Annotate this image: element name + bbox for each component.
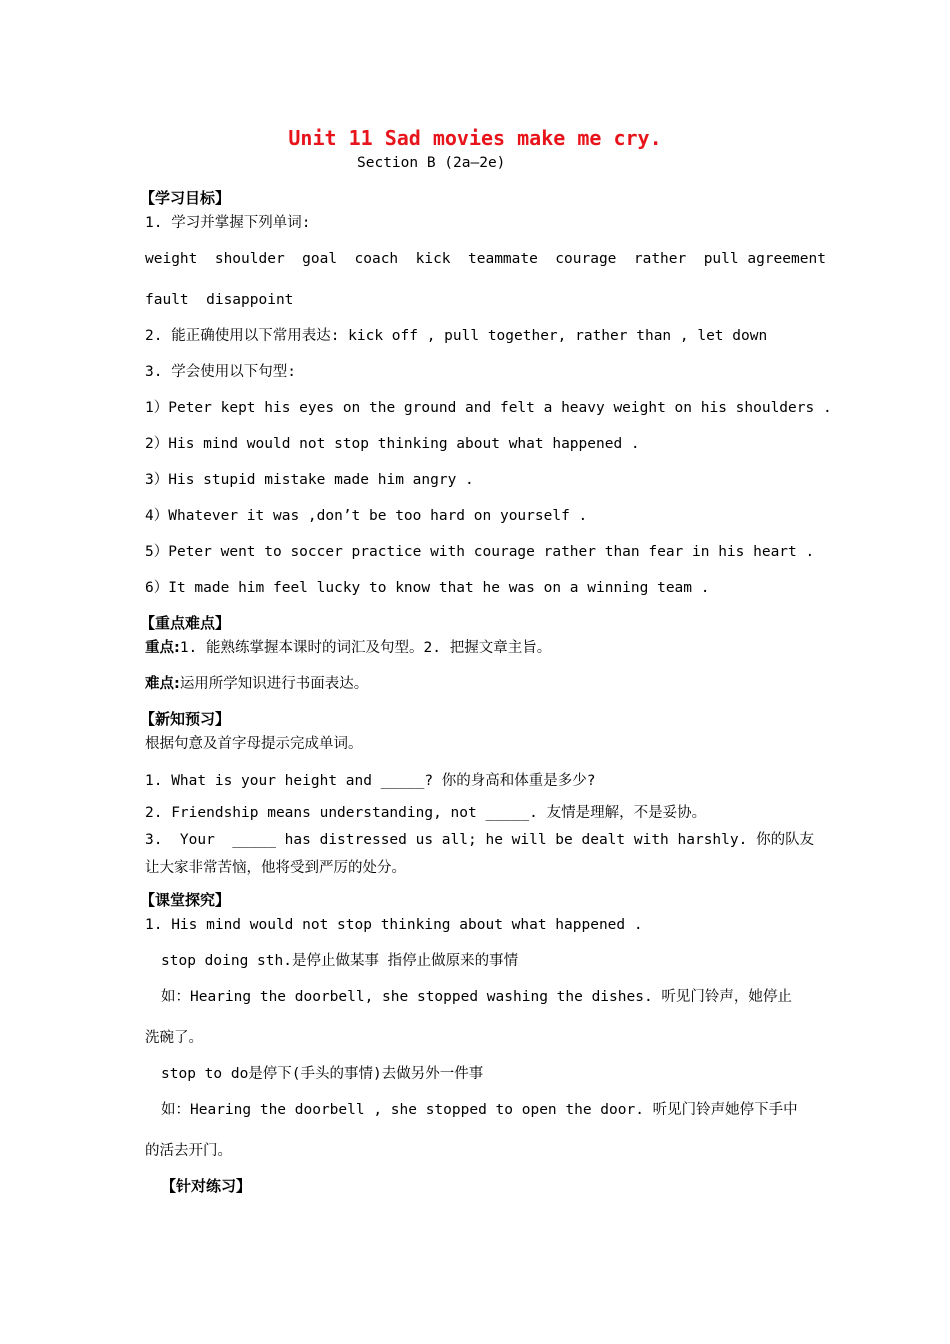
objectives-heading: 【学习目标】 [140, 189, 231, 207]
stop-doing-explanation: stop doing sth.是停止做某事 指停止做原来的事情 [161, 953, 519, 969]
vocabulary-line-2: fault disappoint [145, 292, 294, 308]
example-1-line-2: 洗碗了。 [145, 1030, 203, 1046]
vocabulary-line-1: weight shoulder goal coach kick teammate courage rather pull agreement [145, 251, 826, 267]
practice-heading: 【针对练习】 [161, 1177, 252, 1195]
preview-item-3-continued: 让大家非常苦恼，他将受到严厉的处分。 [145, 860, 406, 876]
explore-heading: 【课堂探究】 [140, 891, 231, 909]
key-point-label: 重点: [145, 640, 180, 656]
preview-item-2: 2. Friendship means understanding, not _____. 友情是理解，不是妥协。 [145, 805, 707, 821]
preview-instruction: 根据句意及首字母提示完成单词。 [145, 736, 363, 752]
sentence-pattern-6: 6）It made him feel lucky to know that he was on a winning team . [145, 580, 710, 596]
example-2-line-1: 如：Hearing the doorbell , she stopped to open the door. 听见门铃声她停下手中 [161, 1102, 798, 1118]
objectives-item-1: 1. 学习并掌握下列单词: [145, 215, 311, 231]
difficult-point-label: 难点: [145, 676, 180, 692]
sentence-pattern-5: 5）Peter went to soccer practice with courage rather than fear in his heart . [145, 544, 815, 560]
document-title: Unit 11 Sad movies make me cry. [288, 126, 662, 150]
sentence-pattern-3: 3）His stupid mistake made him angry . [145, 472, 474, 488]
difficult-point-line [145, 674, 368, 694]
key-point-text: 1. 能熟练掌握本课时的词汇及句型。2. 把握文章主旨。 [179, 640, 552, 656]
document-subtitle: Section B (2a—2e) [357, 155, 506, 171]
key-points-heading: 【重点难点】 [140, 614, 231, 632]
stop-to-do-explanation: stop to do是停下(手头的事情)去做另外一件事 [161, 1066, 484, 1082]
explore-item-1: 1. His mind would not stop thinking about what happened . [145, 917, 643, 933]
preview-heading: 【新知预习】 [140, 710, 231, 728]
sentence-pattern-1: 1）Peter kept his eyes on the ground and felt a heavy weight on his shoulders . [145, 400, 832, 416]
sentence-pattern-4: 4）Whatever it was ,don’t be too hard on yourself . [145, 508, 588, 524]
example-1-line-1: 如：Hearing the doorbell, she stopped washing the dishes. 听见门铃声，她停止 [161, 989, 792, 1005]
preview-item-3: 3. Your _____ has distressed us all; he will be dealt with harshly. 你的队友 [145, 832, 815, 848]
objectives-item-2: 2. 能正确使用以下常用表达: kick off , pull together, rather than , let down [145, 328, 768, 344]
sentence-pattern-2: 2）His mind would not stop thinking about what happened . [145, 436, 640, 452]
difficult-point-text: 运用所学知识进行书面表达。 [179, 676, 369, 692]
objectives-item-3: 3. 学会使用以下句型: [145, 364, 296, 380]
preview-item-1: 1. What is your height and _____? 你的身高和体重是多少? [145, 773, 596, 789]
example-2-line-2: 的活去开门。 [145, 1143, 232, 1159]
key-point-line [145, 638, 551, 658]
